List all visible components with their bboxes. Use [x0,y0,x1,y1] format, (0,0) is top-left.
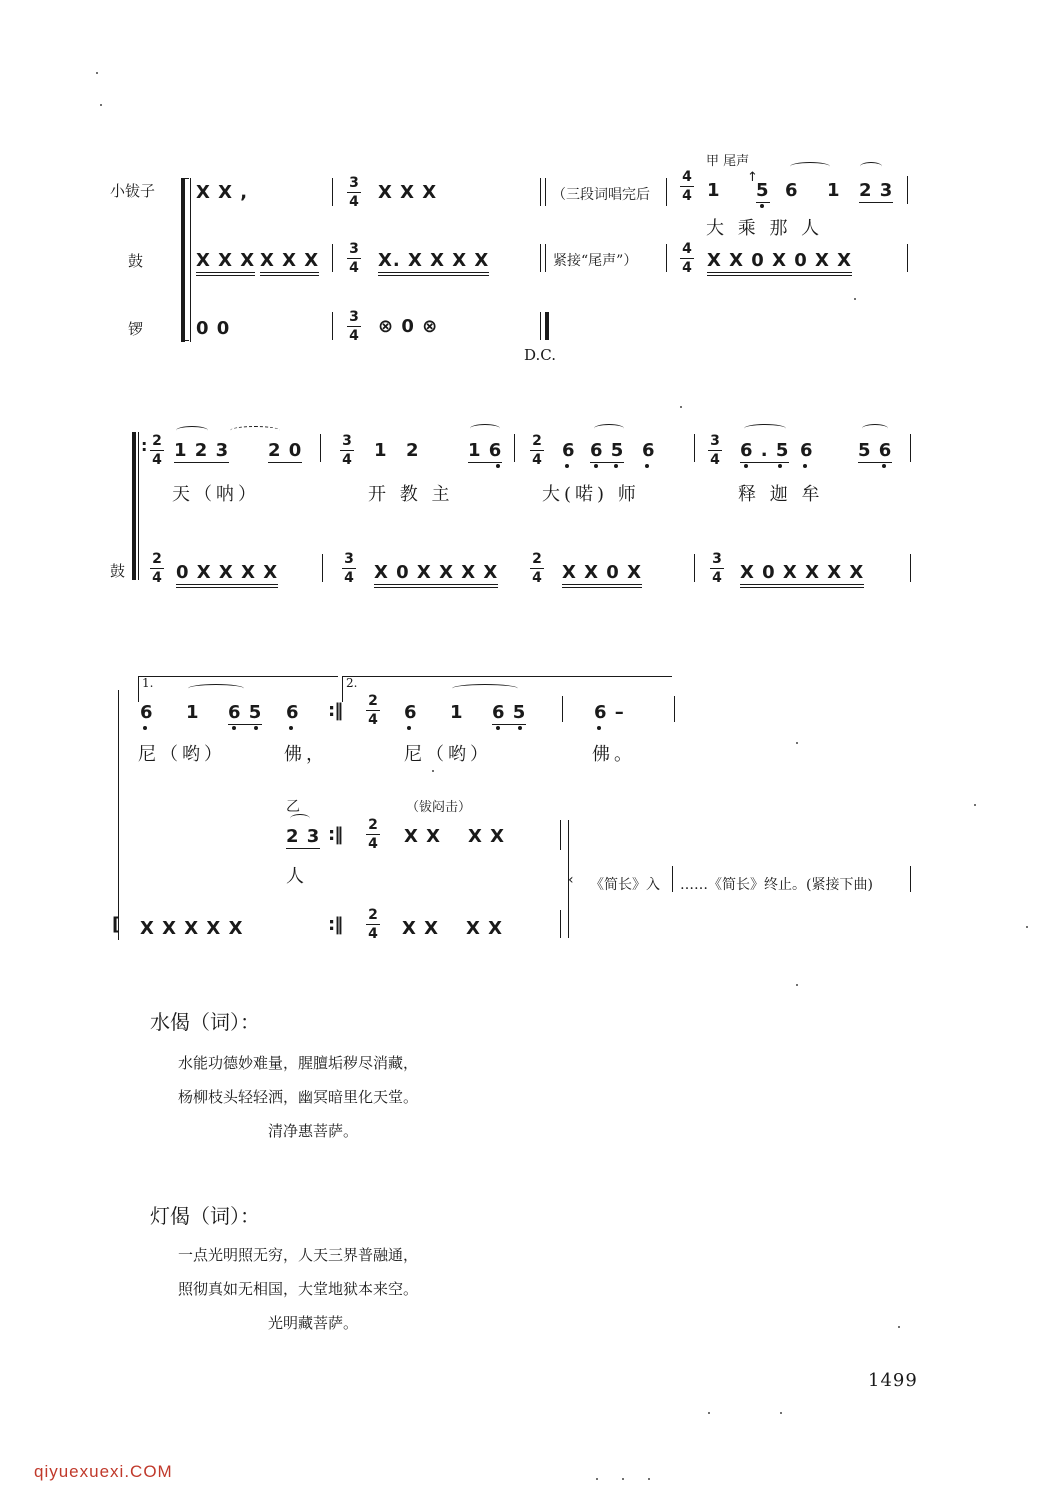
melody-note: 1 [450,702,464,723]
low-octave-dot [760,204,764,208]
lyric: 开 教 主 [368,484,454,505]
annotation-jianchang-in: 《简长》入 [590,877,660,893]
melody-note: 6 [562,440,576,461]
scan-speck [898,1326,900,1328]
barline [666,178,667,206]
scan-speck [780,1412,782,1414]
melody-note: 6 [800,440,814,461]
slur [470,424,500,433]
gu-beat: X X X [260,250,319,276]
barline [320,434,321,462]
scan-speck [796,742,798,744]
scan-speck [96,72,98,74]
low-octave-dot [407,726,411,730]
time-signature-2-4: 2 4 [366,818,380,851]
scan-speck [708,1412,710,1414]
repeat-end-sign: :‖ [328,914,343,935]
time-signature-2-4: 2 4 [150,434,164,467]
time-signature-3-4: 3 4 [710,552,724,585]
low-octave-dot [744,464,748,468]
melody-note: 6 [642,440,656,461]
melody-note: 6 5 [590,440,625,461]
low-octave-dot [496,464,500,468]
gu-beat: X X [466,918,504,939]
slur [860,162,882,171]
verse-title: 灯偈（词）： [150,1204,260,1228]
time-signature-2-4: 2 4 [530,552,544,585]
gu-beat: X X [402,918,440,939]
barline [694,434,695,462]
time-signature-3-4: 3 4 [347,242,361,275]
verse-line: 一点光明照无穷，人天三界普融通， [178,1246,419,1264]
gu-measure: X 0 X X X X [740,562,864,588]
low-octave-dot [614,464,618,468]
barline [332,178,333,206]
barline [562,696,563,722]
repeat-end-sign: :‖ [328,824,343,845]
scan-speck [432,770,434,772]
xiaobozi-measure-2: X X X [378,182,438,203]
gu-measure: X 0 X X X X [374,562,498,588]
low-octave-dot [565,464,569,468]
slur [744,424,786,433]
lyric: 尼（哟） [138,744,226,765]
melody-note: 1 6 [468,440,503,461]
system-bracket [181,178,185,342]
slur [176,426,208,435]
melody-note: 1 2 3 [174,440,230,461]
slur [790,162,830,171]
verse-line: 清净惠菩萨。 [268,1122,359,1140]
slur [862,424,888,433]
annotation-bo-men-ji: （钹闷击） [406,800,472,815]
lyric: 佛。 [592,744,636,765]
low-octave-dot [778,464,782,468]
scan-speck [974,804,976,806]
melody-note: 1 [374,440,388,461]
time-signature-3-4: 3 4 [342,552,356,585]
slur [452,684,518,693]
lyric: 人 [286,866,308,887]
barline [910,554,911,582]
scan-speck [596,1478,598,1480]
lyric: 大(喏) 师 [542,484,640,505]
gu-measure: X X 0 X 0 X X [707,250,852,276]
bracket-cap-top [181,178,189,179]
low-octave-dot [143,726,147,730]
bracket-cap-bottom [181,340,189,341]
low-octave-dot [254,726,258,730]
luo-measure-2: ⊗ 0 ⊗ [378,316,439,337]
melody-note: 6 [404,702,418,723]
instrument-label-gu: 鼓 [128,252,144,270]
barline [560,910,561,938]
volta-1-line [138,676,338,677]
time-signature-2-4: 2 4 [366,694,380,727]
grace-mark: ↑ [747,170,759,185]
barline [545,244,546,272]
bo-beat: X X [404,826,442,847]
low-octave-dot [232,726,236,730]
instrument-label-luo: 锣 [128,320,144,338]
scan-speck [100,104,102,106]
barline [332,312,333,340]
scan-speck [622,1478,624,1480]
melody-note: 6 . 5 [740,440,790,461]
barline [666,244,667,272]
gu-measure: X. X X X X [378,250,489,276]
verse-line: 照彻真如无相国，大堂地狱本来空。 [178,1280,419,1298]
instrument-label-xiaobozi: 小钹子 [110,182,156,200]
scan-speck [680,406,682,408]
system-bracket [118,690,119,940]
barline [540,178,541,206]
melody-note: 6 [785,180,799,201]
melody-note: 2 0 [268,440,303,461]
barline [545,178,546,206]
time-signature-4-4: 4 4 [680,170,694,203]
verse-line: 光明藏菩萨。 [268,1314,359,1332]
melody-note: 2 [406,440,420,461]
barline [332,244,333,272]
instrument-label-gu: 鼓 [110,562,126,580]
section-label-jia-weisheng: 甲 尾声 [706,154,750,169]
low-octave-dot [803,464,807,468]
repeat-end-sign: :‖ [328,700,343,721]
melody-note: 1 [827,180,841,201]
xiaobozi-measure-1: X X , [196,182,249,203]
barline [540,244,541,272]
verse-title: 水偈（词）： [150,1010,260,1034]
gu-beat: X X X [196,250,255,276]
volta-2-label: 2. [346,676,358,690]
low-octave-dot [882,464,886,468]
barline [910,866,911,892]
verse-line: 杨柳枝头轻轻洒，幽冥暗里化天堂。 [178,1088,419,1106]
barline [672,866,673,892]
time-signature-2-4: 2 4 [530,434,544,467]
time-signature-3-4: 3 4 [347,176,361,209]
system-barline-start [138,432,139,580]
slur [230,426,280,435]
gu-measure: 0 X X X X [176,562,278,588]
scan-speck [648,1478,650,1480]
melody-note: 5 6 [858,440,893,461]
time-signature-3-4: 3 4 [347,310,361,343]
system-bracket [132,432,136,580]
melody-note: 6 [140,702,154,723]
lyric: 尼（哟） [404,744,492,765]
annotation-jianchang-end: ……《简长》终止。(紧接下曲) [680,877,873,893]
melody-note: 2 3 [859,180,894,201]
melody-note: 2 3 [286,826,321,847]
low-octave-dot [518,726,522,730]
gu-measure: X X 0 X [562,562,642,588]
watermark: qiyuexuexi.COM [34,1462,173,1481]
melody-note: 1 [707,180,721,201]
barline [907,244,908,272]
lyric: 天（呐） [172,484,260,505]
melody-note: 5 [756,180,770,201]
time-signature-4-4: 4 4 [680,242,694,275]
annotation-jinjie-weisheng: 紧接“尾声”） [553,253,638,269]
low-octave-dot [496,726,500,730]
lyric: 释 迦 牟 [738,484,824,505]
low-octave-dot [289,726,293,730]
melody-note: 1 [186,702,200,723]
melody-note: 6 5 [492,702,527,723]
bo-beat: X X [468,826,506,847]
verse-line: 水能功德妙难量，腥膻垢秽尽消藏， [178,1054,419,1072]
barline [910,434,911,462]
time-signature-3-4: 3 4 [708,434,722,467]
repeat-dots: : [141,436,149,455]
page-number: 1499 [868,1370,918,1391]
volta-1-bracket [138,676,139,702]
time-signature-2-4: 2 4 [150,552,164,585]
low-octave-dot [594,464,598,468]
gu-measure: X X X X X [140,918,244,939]
barline [907,176,908,204]
melody-note: 6 [286,702,300,723]
melody-note: 6 – [594,702,625,723]
low-octave-dot [597,726,601,730]
barline [514,434,515,462]
scan-speck [854,298,856,300]
slur [594,424,624,433]
brace-tip: ‹ [568,872,574,888]
scan-speck [796,984,798,986]
barline [540,312,541,340]
melody-note: 6 5 [228,702,263,723]
barline [694,554,695,582]
lyric: 大 乘 那 人 [706,218,824,239]
time-signature-2-4: 2 4 [366,908,380,941]
slur [188,684,244,693]
barline [560,820,561,850]
gu-bracket: [ [112,914,122,935]
time-signature-3-4: 3 4 [340,434,354,467]
volta-2-bracket [342,676,343,702]
low-octave-dot [645,464,649,468]
annotation-after-three-verses: （三段词唱完后 [552,187,650,203]
volta-1-label: 1. [142,676,154,690]
lyric: 佛， [284,744,328,765]
barline [674,696,675,722]
luo-measure-1: 0 0 [196,318,231,339]
final-barline [545,312,549,340]
system-barline-start [190,178,191,342]
volta-2-line [342,676,672,677]
section-label-yi: 乙 [286,799,300,815]
barline [322,554,323,582]
slur [290,814,310,823]
scan-speck [1026,926,1028,928]
da-capo-mark: D.C. [524,346,556,364]
